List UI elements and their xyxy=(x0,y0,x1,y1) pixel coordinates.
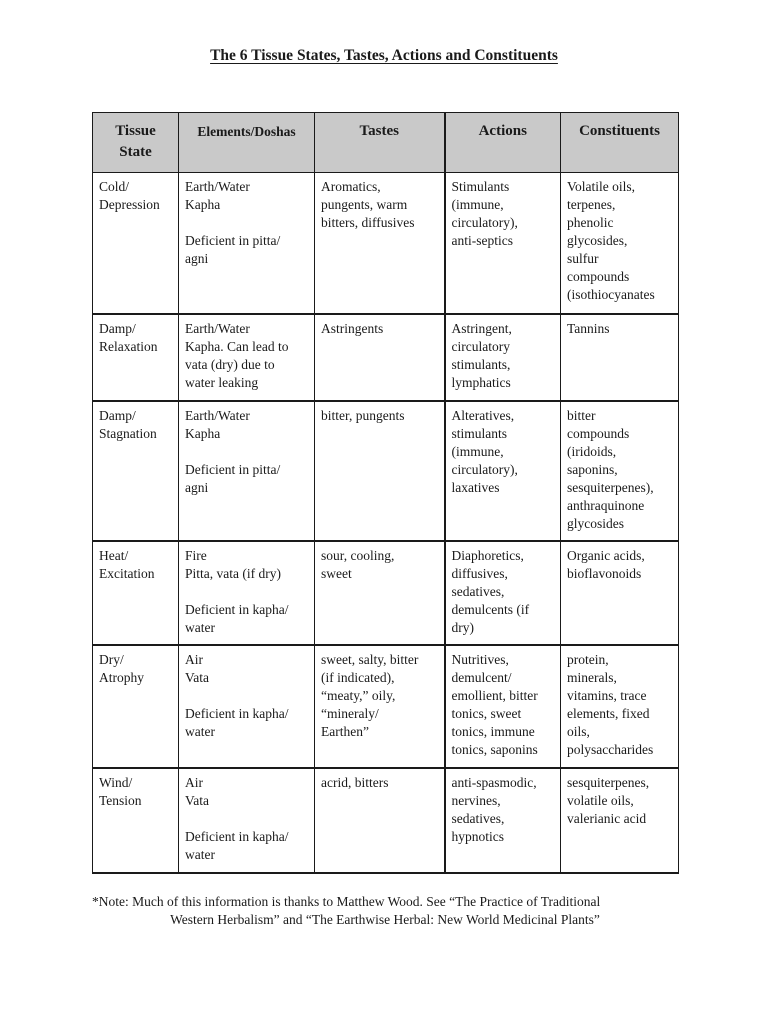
footnote-line-1: *Note: Much of this information is thanks to Matthew Wood. See “The Practice of Traditional xyxy=(92,894,601,909)
cell-constituents: bitter compounds (iridoids, saponins, sesquiterpenes), anthraquinone glycosides xyxy=(561,401,679,541)
cell-actions: Stimulants (immune, circulatory), anti-septics xyxy=(445,173,561,314)
table-header-row xyxy=(93,113,679,173)
cell-tissue-state: Heat/ Excitation xyxy=(93,541,179,645)
table-row xyxy=(93,645,679,768)
cell-actions: Alteratives, stimulants (immune, circulatory), laxatives xyxy=(445,401,561,541)
table-row xyxy=(93,768,679,873)
cell-actions: anti-spasmodic, nervines, sedatives, hypnotics xyxy=(445,768,561,873)
cell-constituents: Tannins xyxy=(561,314,679,401)
cell-tastes: bitter, pungents xyxy=(315,401,445,541)
cell-elements: Air Vata Deficient in kapha/ water xyxy=(179,645,315,768)
tissue-states-table xyxy=(92,112,679,874)
header-elements-doshas: Elements/Doshas xyxy=(179,113,315,173)
cell-elements: Air Vata Deficient in kapha/ water xyxy=(179,768,315,873)
cell-tissue-state: Damp/ Relaxation xyxy=(93,314,179,401)
cell-tastes: acrid, bitters xyxy=(315,768,445,873)
cell-elements: Earth/Water Kapha. Can lead to vata (dry) due to water leaking xyxy=(179,314,315,401)
cell-tissue-state: Damp/ Stagnation xyxy=(93,401,179,541)
cell-constituents: Volatile oils, terpenes, phenolic glycosides, sulfur compounds (isothiocyanates xyxy=(561,173,679,314)
cell-tastes: sweet, salty, bitter (if indicated), “meaty,” oily, “mineraly/ Earthen” xyxy=(315,645,445,768)
cell-actions: Astringent, circulatory stimulants, lymphatics xyxy=(445,314,561,401)
cell-tissue-state: Dry/ Atrophy xyxy=(93,645,179,768)
cell-elements: Fire Pitta, vata (if dry) Deficient in kapha/ water xyxy=(179,541,315,645)
header-constituents: Constituents xyxy=(561,113,679,173)
cell-tissue-state: Wind/ Tension xyxy=(93,768,179,873)
header-tastes: Tastes xyxy=(315,113,445,173)
cell-actions: Nutritives, demulcent/ emollient, bitter tonics, sweet tonics, immune tonics, saponins xyxy=(445,645,561,768)
cell-constituents: Organic acids, bioflavonoids xyxy=(561,541,679,645)
cell-tastes: sour, cooling, sweet xyxy=(315,541,445,645)
header-actions: Actions xyxy=(445,113,561,173)
table-row xyxy=(93,173,679,314)
cell-constituents: protein, minerals, vitamins, trace elements, fixed oils, polysaccharides xyxy=(561,645,679,768)
cell-elements: Earth/Water Kapha Deficient in pitta/ agni xyxy=(179,173,315,314)
table-row xyxy=(93,314,679,401)
cell-constituents: sesquiterpenes, volatile oils, valerianic acid xyxy=(561,768,679,873)
page-title: The 6 Tissue States, Tastes, Actions and Constituents xyxy=(210,47,558,64)
cell-elements: Earth/Water Kapha Deficient in pitta/ agni xyxy=(179,401,315,541)
table-row xyxy=(93,541,679,645)
cell-tastes: Aromatics, pungents, warm bitters, diffusives xyxy=(315,173,445,314)
cell-tissue-state: Cold/ Depression xyxy=(93,173,179,314)
footnote-line-2: Western Herbalism” and “The Earthwise Herbal: New World Medicinal Plants” xyxy=(170,912,600,927)
cell-actions: Diaphoretics, diffusives, sedatives, demulcents (if dry) xyxy=(445,541,561,645)
footnote xyxy=(92,893,692,929)
cell-tastes: Astringents xyxy=(315,314,445,401)
table-row xyxy=(93,401,679,541)
header-tissue-state: Tissue State xyxy=(93,113,179,173)
